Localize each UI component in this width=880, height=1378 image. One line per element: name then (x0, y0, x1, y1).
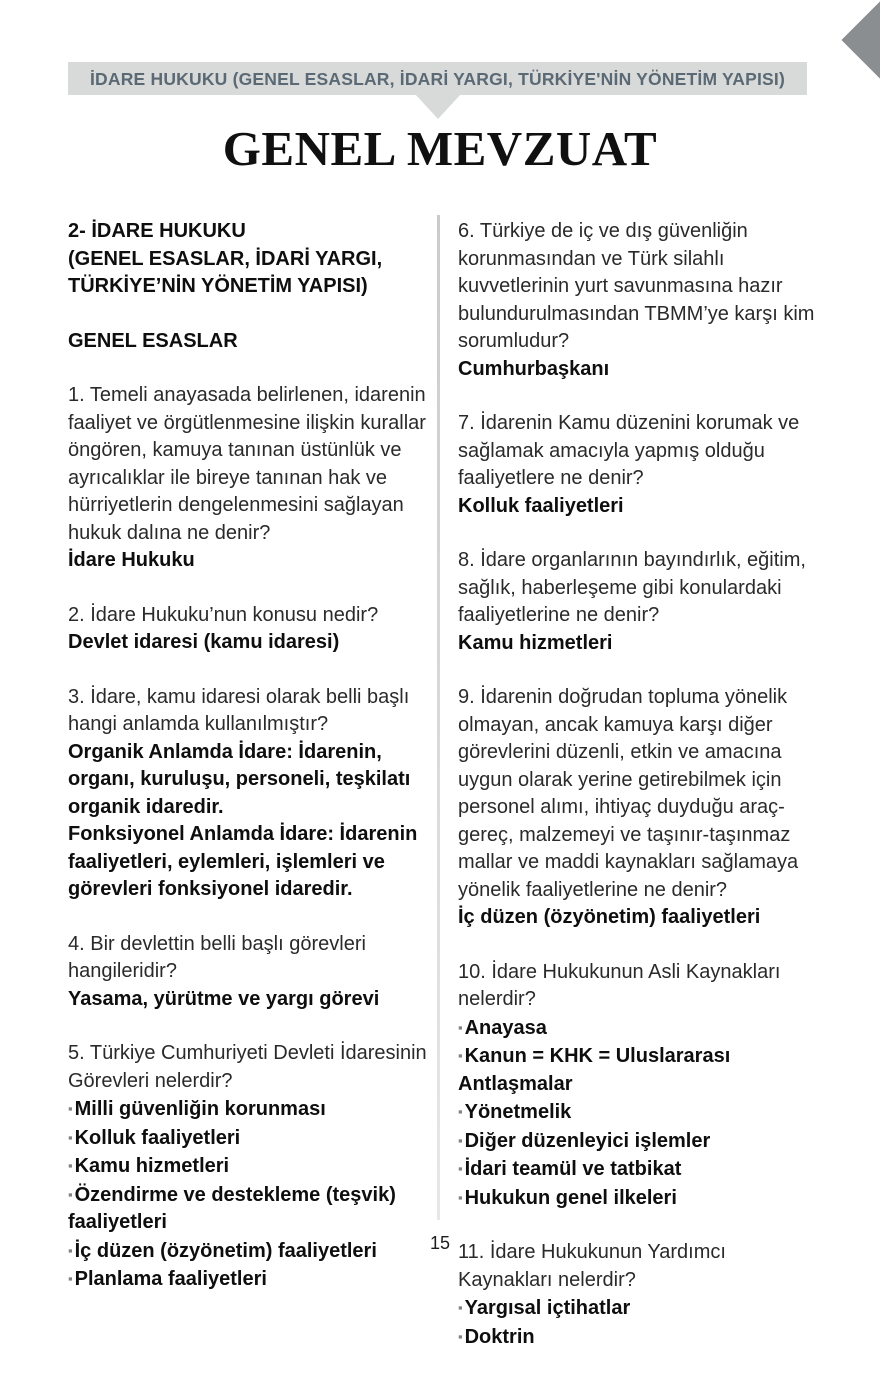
bullet-item: ▪ Doktrin (458, 1325, 535, 1348)
square-bullet-icon: ▪ (458, 1161, 463, 1176)
left-column (68, 218, 431, 1321)
question-text: 7. İdarenin Kamu düzenini korumak ve sağlamak amacıyla yapmış olduğu faaliyetlere ne denir? (458, 412, 800, 489)
question-text: 11. İdare Hukukunun Yardımcı Kaynakları nelerdir? (458, 1241, 726, 1291)
question-text: 1. Temeli anayasada belirlenen, idarenin faaliyet ve örgütlenmesine ilişkin kurallar öngören, kamuya tanınan üstünlük ve ayrıcalıklar ile bireye tanınan hak ve hürriyetlerin dengelenmesini sağlayan hukuk dalına ne denir? (68, 384, 426, 544)
square-bullet-icon: ▪ (458, 1048, 463, 1063)
question-text: 4. Bir devlettin belli başlı görevleri hangileridir? (68, 932, 366, 982)
question-7 (458, 410, 818, 520)
answer-text: Yasama, yürütme ve yargı görevi (68, 987, 380, 1010)
bullet-item: ▪ Milli güvenliğin korunması (68, 1098, 326, 1120)
question-3 (68, 684, 431, 904)
square-bullet-icon: ▪ (68, 1101, 73, 1116)
question-8 (458, 547, 818, 657)
bullet-item: ▪ Kolluk faaliyetleri (68, 1126, 241, 1149)
page-number: 15 (429, 1233, 451, 1253)
right-column (458, 218, 818, 1378)
bullet-item: ▪ Yönetmelik (458, 1101, 572, 1123)
page-title: GENEL MEVZUAT (222, 121, 658, 176)
question-2 (68, 602, 431, 657)
chapter-header-bar: İDARE HUKUKU (GENEL ESASLAR, İDARİ YARGI, TÜRKİYE'NİN YÖNETİM YAPISI) (68, 62, 807, 95)
question-5 (68, 1040, 431, 1294)
bullet-item: ▪ Özendirme ve destekleme (teşvik) faaliyetleri (68, 1183, 396, 1233)
square-bullet-icon: ▪ (458, 1132, 463, 1148)
question-6 (458, 218, 818, 383)
bullet-item: ▪ Kanun = KHK = Uluslararası Antlaşmalar (458, 1045, 731, 1095)
answer-text: Kolluk faaliyetleri (458, 494, 624, 517)
bullet-item: ▪ Planlama faaliyetleri (68, 1268, 267, 1290)
bullet-item: ▪ Hukukun genel ilkeleri (458, 1186, 677, 1209)
question-1 (68, 382, 431, 575)
square-bullet-icon: ▪ (458, 1019, 463, 1035)
header-pointer-icon (415, 94, 461, 119)
square-bullet-icon: ▪ (68, 1129, 73, 1145)
bullet-item: ▪ İdari teamül ve tatbikat (458, 1158, 682, 1180)
question-11 (458, 1239, 818, 1351)
answer-text: Kamu hizmetleri (458, 631, 613, 654)
question-text: 5. Türkiye Cumhuriyeti Devleti İdaresinin Görevleri nelerdir? (68, 1042, 427, 1092)
question-text: 3. İdare, kamu idaresi olarak belli başlı hangi anlamda kullanılmıştır? (68, 685, 410, 735)
square-bullet-icon: ▪ (68, 1242, 73, 1258)
section-heading (68, 218, 431, 301)
bullet-item: ▪ Yargısal içtihatlar (458, 1297, 631, 1319)
question-text: 6. Türkiye de iç ve dış güvenliğin korunmasından ve Türk silahlı kuvvetlerinin yurt savunmasına hazır bulundurulmasından TBMM’ye karşı kim sorumludur? (458, 220, 815, 352)
question-text: 10. İdare Hukukunun Asli Kaynakları nelerdir? (458, 960, 781, 1010)
square-bullet-icon: ▪ (458, 1300, 463, 1315)
bullet-item: ▪ Anayasa (458, 1016, 547, 1039)
answer-text: İdare Hukuku (68, 549, 195, 571)
bullet-item: ▪ İç düzen (özyönetim) faaliyetleri (68, 1239, 377, 1262)
square-bullet-icon: ▪ (68, 1186, 73, 1202)
question-text: 2. İdare Hukuku’nun konusu nedir? (68, 603, 379, 626)
bullet-item: ▪ Diğer düzenleyici işlemler (458, 1129, 711, 1152)
question-text: 9. İdarenin doğrudan topluma yönelik olmayan, ancak kamuya karşı diğer görevlerini düzenli, etkin ve amacına uygun olarak yerine getirebilmek için personel alımı, ihtiyaç duyduğu araç-gereç, malzemeyi ve taşınır-taşınmaz mallar ve maddi kaynakları sağlamaya yönelik faaliyetlerine ne denir? (458, 686, 799, 901)
heading-line: 2- İDARE HUKUKU (68, 220, 246, 242)
answer-text: İç düzen (özyönetim) faaliyetleri (458, 906, 761, 928)
answer-text: Cumhurbaşkanı (458, 357, 610, 380)
square-bullet-icon: ▪ (458, 1328, 463, 1344)
corner-ribbon-icon (841, 0, 880, 97)
heading-line: (GENEL ESASLAR, İDARİ YARGI, (68, 247, 383, 270)
answer-text: Fonksiyonel Anlamda İdare: İdarenin faaliyetleri, eylemleri, işlemleri ve görevleri fonksiyonel idaredir. (68, 823, 418, 900)
square-bullet-icon: ▪ (68, 1158, 73, 1173)
heading-line: GENEL ESASLAR (68, 329, 238, 352)
question-4 (68, 931, 431, 1014)
answer-text: Organik Anlamda İdare: İdarenin, organı, kuruluşu, personeli, teşkilatı organik idaredir. (68, 740, 411, 818)
question-9 (458, 684, 818, 932)
bullet-item: ▪ Kamu hizmetleri (68, 1155, 230, 1177)
square-bullet-icon: ▪ (458, 1104, 463, 1119)
column-divider (437, 215, 440, 1220)
question-text: 8. İdare organlarının bayındırlık, eğitim, sağlık, haberleşeme gibi konulardaki faaliyetlerine ne denir? (458, 549, 806, 626)
answer-text: Devlet idaresi (kamu idaresi) (68, 631, 340, 653)
question-10 (458, 959, 818, 1213)
subsection-heading (68, 328, 431, 356)
heading-line: TÜRKİYE’NİN YÖNETİM YAPISI) (68, 275, 368, 297)
square-bullet-icon: ▪ (68, 1271, 73, 1286)
square-bullet-icon: ▪ (458, 1189, 463, 1205)
